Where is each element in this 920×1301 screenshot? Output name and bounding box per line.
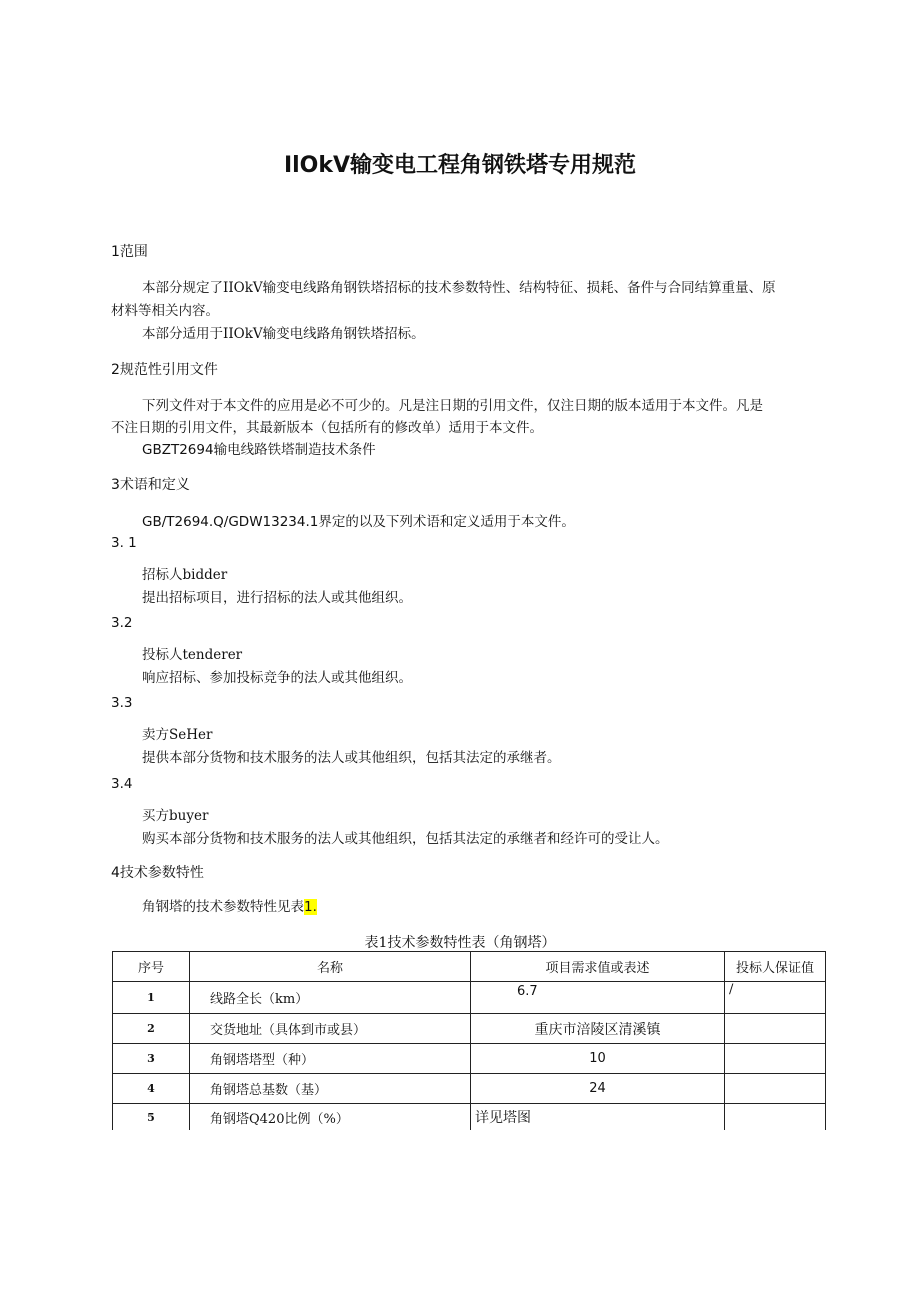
section-2-heading: 2规范性引用文件 <box>111 362 218 378</box>
row-value: 10 <box>471 1044 725 1074</box>
document-title: IlOkV输变电工程角钢铁塔专用规范 <box>283 153 637 178</box>
term-name: 投标人tenderer <box>142 647 243 663</box>
term-definition: 提供本部分货物和技术服务的法人或其他组织，包括其法定的承继者。 <box>142 750 561 766</box>
table-row <box>113 1104 826 1131</box>
row-bid-value: / <box>725 982 826 1014</box>
table-caption: 表1技术参数特性表（角钢塔） <box>364 935 556 951</box>
table-row <box>113 1014 826 1044</box>
row-name: 角钢塔总基数（基） <box>190 1074 471 1104</box>
term-definition: 提出招标项目，进行招标的法人或其他组织。 <box>142 590 412 606</box>
row-bid-value <box>725 1014 826 1044</box>
term-number: 3.3 <box>111 695 133 711</box>
row-name: 交货地址（具体到市或县） <box>190 1014 471 1044</box>
header-no: 序号 <box>113 952 190 982</box>
header-bidder-value: 投标人保证值 <box>725 952 826 982</box>
row-value: 24 <box>471 1074 725 1104</box>
row-bid-value <box>725 1044 826 1074</box>
table-row <box>113 982 826 1014</box>
row-value: 6.7 <box>471 982 725 1014</box>
section-1-paragraph-2: 本部分适用于IIOkV输变电线路角钢铁塔招标。 <box>142 326 425 342</box>
term-number: 3. 1 <box>111 535 137 551</box>
section-4-intro <box>142 895 317 915</box>
header-name: 名称 <box>190 952 471 982</box>
row-name: 角钢塔塔型（种） <box>190 1044 471 1074</box>
section-1-heading: 1范围 <box>111 244 148 260</box>
section-2-reference: GBZT2694输电线路铁塔制造技术条件 <box>142 442 376 458</box>
row-value: 重庆市涪陵区清溪镇 <box>471 1014 725 1044</box>
term-number: 3.2 <box>111 615 133 631</box>
row-name: 角钢塔Q420比例（%） <box>190 1104 471 1131</box>
row-bid-value <box>725 1104 826 1131</box>
row-bid-value <box>725 1074 826 1104</box>
spec-table <box>112 951 826 1130</box>
section-1-paragraph-line1: 本部分规定了IIOkV输变电线路角钢铁塔招标的技术参数特性、结构特征、损耗、备件与合同结算重量、原 <box>142 280 776 296</box>
section-4-heading: 4技术参数特性 <box>111 865 204 881</box>
row-value: 详见塔图 <box>471 1104 725 1131</box>
term-definition: 响应招标、参加投标竞争的法人或其他组织。 <box>142 670 412 686</box>
header-required-value: 项目需求值或表述 <box>471 952 725 982</box>
row-no: 1 <box>113 982 190 1014</box>
row-no: 2 <box>113 1014 190 1044</box>
row-name: 线路全长（km） <box>190 982 471 1014</box>
section-1-paragraph-line2: 材料等相关内容。 <box>111 303 219 319</box>
term-name: 卖方SeHer <box>142 727 213 743</box>
term-name: 招标人bidder <box>142 567 228 583</box>
table-row <box>113 1074 826 1104</box>
table-header-row <box>113 952 826 982</box>
term-number: 3.4 <box>111 776 133 792</box>
section-2-paragraph-line1: 下列文件对于本文件的应用是必不可少的。凡是注日期的引用文件，仅注日期的版本适用于本文件。凡是 <box>142 398 763 414</box>
term-name: 买方buyer <box>142 808 209 824</box>
row-no: 4 <box>113 1074 190 1104</box>
term-definition: 购买本部分货物和技术服务的法人或其他组织，包括其法定的承继者和经许可的受让人。 <box>142 831 669 847</box>
section-3-heading: 3术语和定义 <box>111 477 190 493</box>
table-row <box>113 1044 826 1074</box>
table-reference-highlight: 1. <box>304 899 317 915</box>
row-no: 3 <box>113 1044 190 1074</box>
section-3-intro: GB/T2694.Q/GDW13234.1界定的以及下列术语和定义适用于本文件。 <box>142 514 575 530</box>
section-4-intro-text: 角钢塔的技术参数特性见表 <box>142 899 304 915</box>
row-no: 5 <box>113 1104 190 1131</box>
section-2-paragraph-line2: 不注日期的引用文件，其最新版本（包括所有的修改单）适用于本文件。 <box>111 420 543 436</box>
